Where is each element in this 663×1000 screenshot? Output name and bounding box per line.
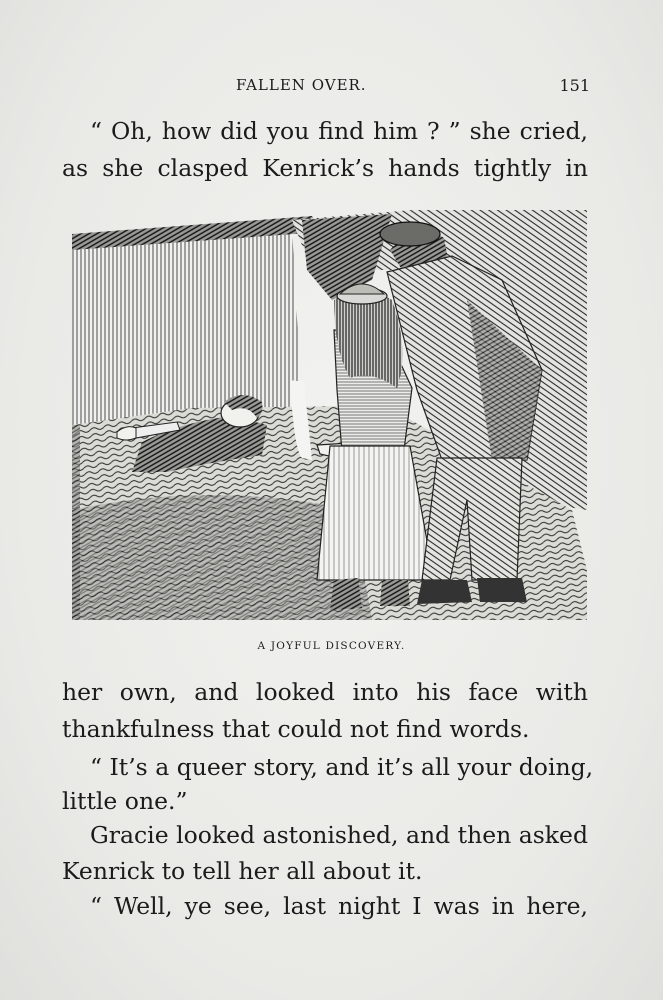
engraving-illustration [72, 210, 587, 620]
text-line-8: Kenrick to tell her all about it. [62, 857, 423, 885]
barn-wall [72, 228, 302, 430]
text-line-1: “ Oh, how did you find him ? ” she cried, [90, 117, 588, 145]
text-line-4: thankfulness that could not find words. [62, 715, 530, 743]
hay-shadow [302, 214, 392, 300]
illustration-caption: A JOYFUL DISCOVERY. [257, 640, 406, 652]
text-line-9: “ Well, ye see, last night I was in here, [90, 892, 588, 920]
text-line-3: her own, and looked into his face with [62, 678, 588, 706]
text-line-5: “ It’s a queer story, and it’s all your doing, [90, 753, 594, 781]
text-line-7: Gracie looked astonished, and then asked [90, 821, 588, 849]
page-number: 151 [559, 76, 590, 95]
text-line-2: as she clasped Kenrick’s hands tightly in [62, 154, 588, 182]
running-title: FALLEN OVER. [236, 76, 367, 94]
text-line-6: little one.” [62, 787, 188, 815]
running-head [0, 76, 663, 98]
